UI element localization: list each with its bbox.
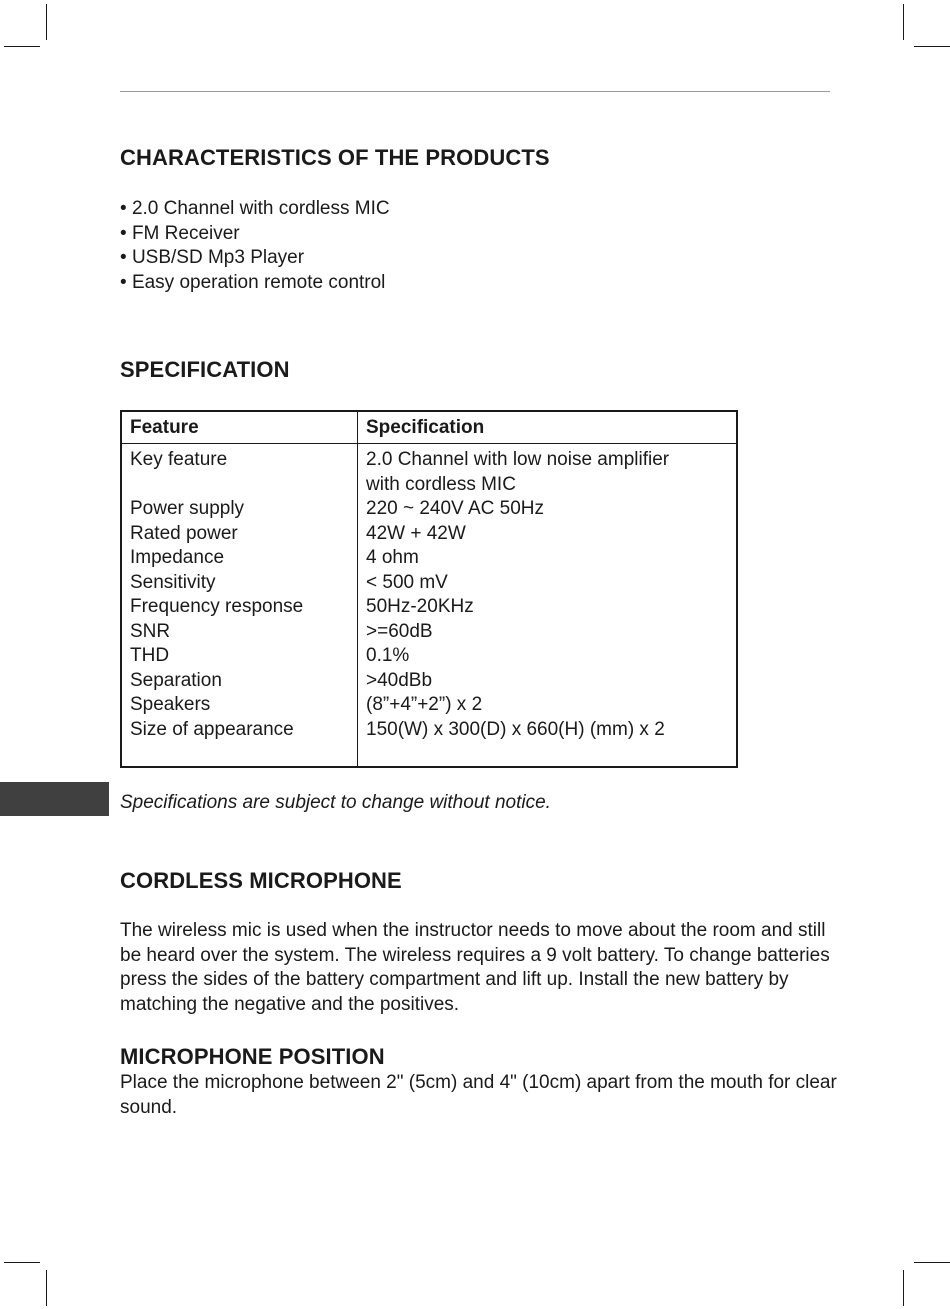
specification-heading: SPECIFICATION [120, 357, 290, 382]
table-cell: 2.0 Channel with low noise amplifier [366, 449, 670, 470]
list-item: • 2.0 Channel with cordless MIC [120, 197, 390, 222]
table-cell: >40dBb [366, 669, 433, 691]
table-cell: Key feature [130, 449, 228, 470]
table-cell: 42W + 42W [366, 522, 466, 544]
crop-mark [903, 1270, 904, 1306]
table-cell: Rated power [130, 522, 238, 544]
crop-mark [46, 4, 47, 40]
table-cell: Impedance [130, 547, 225, 568]
cordless-microphone-heading: CORDLESS MICROPHONE [120, 868, 402, 893]
crop-mark [46, 1270, 47, 1306]
table-cell: Separation [130, 669, 222, 691]
table-cell: with cordless MIC [366, 473, 516, 495]
feature-column [122, 444, 358, 766]
crop-mark [914, 46, 950, 47]
specification-note: Specifications are subject to change without notice. [120, 792, 551, 813]
list-item: • Easy operation remote control [120, 271, 390, 296]
header-rule [120, 91, 830, 92]
microphone-position-heading: MICROPHONE POSITION [120, 1044, 385, 1069]
table-cell: SNR [130, 620, 171, 642]
table-cell: 220 ~ 240V AC 50Hz [366, 498, 544, 519]
table-cell: THD [130, 645, 170, 666]
crop-mark [4, 1262, 40, 1263]
side-tab [0, 782, 109, 816]
table-header-feature: Feature [122, 412, 358, 443]
microphone-position-body: Place the microphone between 2" (5cm) and 4" (10cm) apart from the mouth for clear sound. [120, 1072, 837, 1118]
table-cell: (8”+4”+2”) x 2 [366, 694, 483, 715]
table-cell: Sensitivity [130, 571, 216, 593]
crop-mark [903, 4, 904, 40]
table-cell: 150(W) x 300(D) x 660(H) (mm) x 2 [366, 718, 665, 740]
table-cell: 0.1% [366, 645, 410, 666]
table-cell [130, 473, 357, 498]
table-cell: Frequency response [130, 596, 304, 617]
table-cell: 50Hz-20KHz [366, 596, 474, 617]
table-cell: Size of appearance [130, 718, 294, 740]
table-header-row [122, 412, 736, 444]
crop-mark [914, 1262, 950, 1263]
table-cell: < 500 mV [366, 571, 448, 593]
table-cell: 4 ohm [366, 547, 419, 568]
list-item: • FM Receiver [120, 222, 390, 247]
table-body [122, 444, 736, 766]
characteristics-heading: CHARACTERISTICS OF THE PRODUCTS [120, 145, 550, 170]
table-cell: Speakers [130, 694, 211, 715]
specification-column [358, 444, 736, 766]
cordless-microphone-body: The wireless mic is used when the instructor needs to move about the room and still be heard over the system. The wireless requires a 9 volt battery. To change batteries press the sides of the battery compartment and lift up. Install the new battery by matching the negative and the positives. [120, 920, 830, 1015]
specification-table [120, 410, 738, 768]
table-cell: >=60dB [366, 620, 433, 642]
table-header-specification: Specification [366, 417, 485, 438]
list-item: • USB/SD Mp3 Player [120, 246, 390, 271]
crop-mark [4, 46, 40, 47]
characteristics-list [120, 197, 390, 295]
table-cell: Power supply [130, 498, 245, 519]
